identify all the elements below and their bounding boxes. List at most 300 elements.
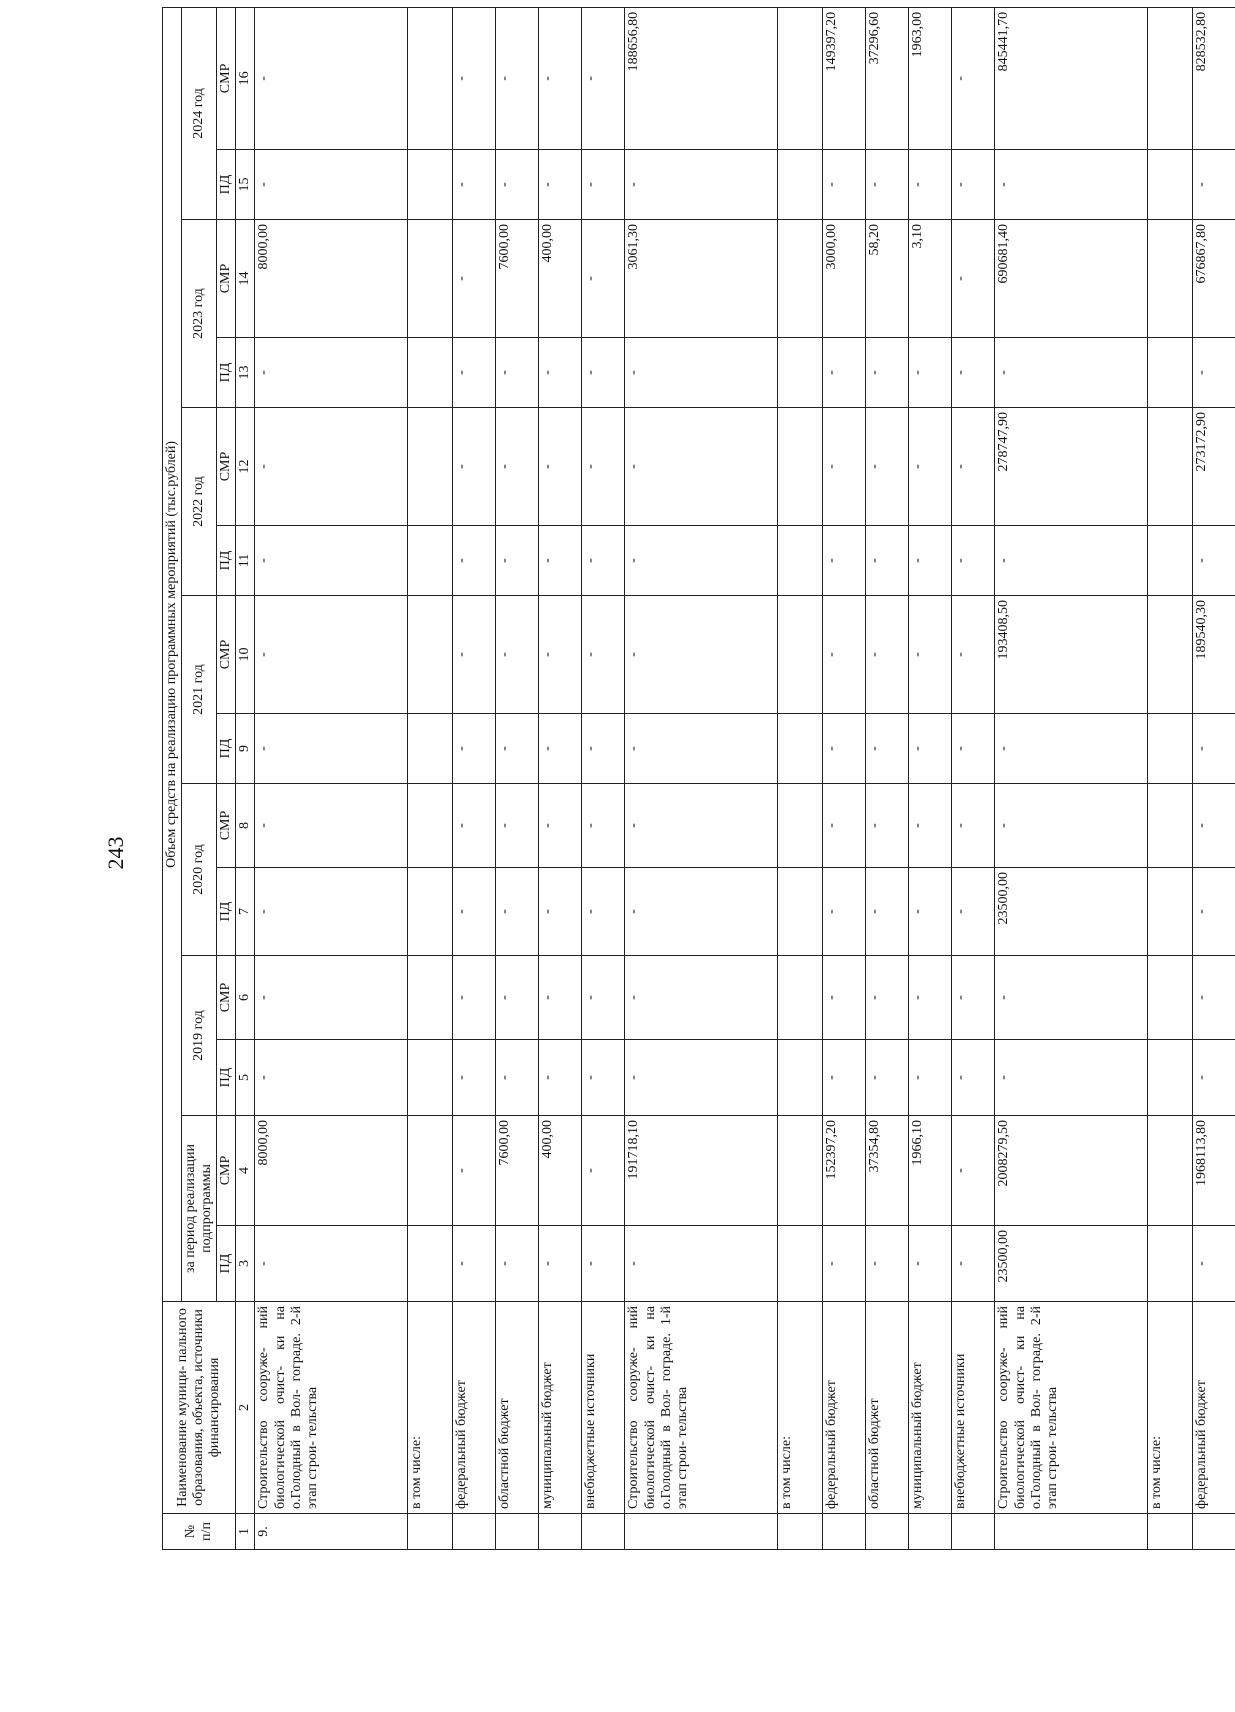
value-cell [408, 220, 453, 338]
value-cell: - [1193, 526, 1235, 596]
value-cell: - [909, 956, 952, 1040]
value-cell: - [496, 150, 539, 220]
value-cell: - [625, 1226, 778, 1302]
column-number: 6 [236, 956, 255, 1040]
value-cell [408, 150, 453, 220]
column-number: 12 [236, 408, 255, 526]
value-cell: - [582, 7, 625, 149]
value-cell [778, 956, 823, 1040]
header-volume: Объем средств на реализацию программных мероприятий (тыс.рублей) [163, 7, 182, 1301]
value-cell: 676867,80 [1193, 220, 1235, 338]
value-cell: 845441,70 [995, 7, 1148, 149]
value-cell [778, 7, 823, 149]
value-cell: - [453, 714, 496, 784]
header-pd: ПД [217, 1040, 236, 1116]
table-row [625, 7, 778, 1549]
value-cell: - [952, 1116, 995, 1226]
value-cell [778, 220, 823, 338]
value-cell [408, 408, 453, 526]
column-number: 11 [236, 526, 255, 596]
header-name: Наименование муници- пального образования, объекта, источники финансирования [163, 1302, 236, 1514]
value-cell: - [995, 956, 1148, 1040]
value-cell: - [952, 1226, 995, 1302]
header-smr: СМР [217, 220, 236, 338]
header-period-2024: 2024 год [182, 7, 217, 219]
value-cell [1148, 1226, 1193, 1302]
value-cell [408, 714, 453, 784]
header-smr: СМР [217, 7, 236, 149]
value-cell: - [496, 1226, 539, 1302]
row-number [952, 1514, 995, 1550]
header-smr: СМР [217, 408, 236, 526]
row-name: Строительство сооруже- ний биологической очист- ки на о.Голодный в Вол- гограде. 1-й этап строи- тельства [625, 1302, 778, 1514]
value-cell: - [823, 784, 866, 868]
value-cell: - [909, 868, 952, 956]
value-cell: - [453, 1040, 496, 1116]
value-cell: - [866, 338, 909, 408]
value-cell: - [453, 956, 496, 1040]
row-number: 9. [255, 1514, 408, 1550]
value-cell [1148, 7, 1193, 149]
row-number [909, 1514, 952, 1550]
value-cell: - [1193, 784, 1235, 868]
header-period-2019: 2019 год [182, 956, 217, 1116]
column-number: 2 [236, 1302, 255, 1514]
value-cell: - [995, 714, 1148, 784]
table-row [539, 7, 582, 1549]
row-name: Строительство сооруже- ний биологической очист- ки на о.Голодный в Вол- гограде. 2-й этап строи- тельства [255, 1302, 408, 1514]
value-cell: - [582, 868, 625, 956]
header-period-2022: 2022 год [182, 408, 217, 596]
column-number: 14 [236, 220, 255, 338]
value-cell: - [823, 338, 866, 408]
value-cell: - [582, 1116, 625, 1226]
value-cell: - [866, 956, 909, 1040]
value-cell: - [496, 338, 539, 408]
value-cell: - [453, 526, 496, 596]
value-cell [778, 784, 823, 868]
header-pd: ПД [217, 526, 236, 596]
value-cell: 1968113,80 [1193, 1116, 1235, 1226]
value-cell: - [496, 784, 539, 868]
value-cell: - [952, 868, 995, 956]
row-number [995, 1514, 1148, 1550]
value-cell: - [255, 1040, 408, 1116]
value-cell: - [539, 784, 582, 868]
value-cell: - [255, 596, 408, 714]
value-cell: 189540,30 [1193, 596, 1235, 714]
value-cell: - [952, 956, 995, 1040]
value-cell [408, 868, 453, 956]
header-period-2021: 2021 год [182, 596, 217, 784]
value-cell: 828532,80 [1193, 7, 1235, 149]
value-cell: - [823, 596, 866, 714]
table-header [163, 7, 255, 1549]
row-name: внебюджетные источники [952, 1302, 995, 1514]
value-cell: - [866, 596, 909, 714]
table-row [408, 7, 453, 1549]
value-cell: - [909, 1226, 952, 1302]
value-cell [1148, 408, 1193, 526]
value-cell: - [496, 956, 539, 1040]
row-name: в том числе: [778, 1302, 823, 1514]
value-cell: - [582, 596, 625, 714]
header-pd: ПД [217, 868, 236, 956]
value-cell [778, 1226, 823, 1302]
value-cell: - [625, 596, 778, 714]
value-cell: - [952, 596, 995, 714]
value-cell [1148, 596, 1193, 714]
value-cell: - [995, 150, 1148, 220]
value-cell [778, 408, 823, 526]
row-number [582, 1514, 625, 1550]
row-name: в том числе: [408, 1302, 453, 1514]
value-cell: - [952, 1040, 995, 1116]
value-cell: - [823, 956, 866, 1040]
value-cell: - [866, 1226, 909, 1302]
table-row [453, 7, 496, 1549]
value-cell: - [255, 408, 408, 526]
value-cell [1148, 526, 1193, 596]
value-cell: 23500,00 [995, 1226, 1148, 1302]
header-num: № п/п [163, 1514, 236, 1550]
value-cell: - [539, 956, 582, 1040]
value-cell: - [539, 526, 582, 596]
value-cell: 23500,00 [995, 868, 1148, 956]
value-cell: 37354,80 [866, 1116, 909, 1226]
value-cell: - [496, 408, 539, 526]
value-cell: 3061,30 [625, 220, 778, 338]
value-cell: - [539, 150, 582, 220]
value-cell: - [539, 596, 582, 714]
value-cell [408, 338, 453, 408]
value-cell: - [909, 714, 952, 784]
table-row [778, 7, 823, 1549]
value-cell: - [625, 956, 778, 1040]
value-cell: - [909, 596, 952, 714]
value-cell: - [1193, 1040, 1235, 1116]
value-cell: - [909, 338, 952, 408]
header-period-2023: 2023 год [182, 220, 217, 408]
value-cell: - [909, 1040, 952, 1116]
value-cell: - [539, 338, 582, 408]
value-cell: - [1193, 868, 1235, 956]
value-cell: - [866, 1040, 909, 1116]
value-cell: - [995, 526, 1148, 596]
value-cell: 191718,10 [625, 1116, 778, 1226]
row-number [1148, 1514, 1193, 1550]
value-cell: - [453, 784, 496, 868]
value-cell: 3000,00 [823, 220, 866, 338]
row-number [539, 1514, 582, 1550]
table-row [952, 7, 995, 1549]
value-cell: - [539, 868, 582, 956]
value-cell: - [539, 714, 582, 784]
value-cell: - [453, 7, 496, 149]
value-cell: - [582, 526, 625, 596]
value-cell: - [909, 150, 952, 220]
column-numbers-row [236, 7, 255, 1549]
value-cell: - [1193, 150, 1235, 220]
value-cell: - [823, 526, 866, 596]
header-smr: СМР [217, 784, 236, 868]
value-cell: 3,10 [909, 220, 952, 338]
row-name: Строительство сооруже- ний биологической очист- ки на о.Голодный в Вол- гограде. 2-й этап строи- тельства [995, 1302, 1148, 1514]
value-cell: 278747,90 [995, 408, 1148, 526]
value-cell: - [1193, 956, 1235, 1040]
value-cell: - [582, 1226, 625, 1302]
value-cell: 193408,50 [995, 596, 1148, 714]
column-number: 8 [236, 784, 255, 868]
row-name: муниципальный бюджет [909, 1302, 952, 1514]
value-cell: - [496, 1040, 539, 1116]
header-smr: СМР [217, 956, 236, 1040]
value-cell: - [823, 408, 866, 526]
value-cell [778, 1040, 823, 1116]
value-cell: - [866, 526, 909, 596]
row-number [823, 1514, 866, 1550]
value-cell: - [582, 714, 625, 784]
value-cell: - [453, 220, 496, 338]
value-cell: - [909, 408, 952, 526]
value-cell: 400,00 [539, 220, 582, 338]
rotated-table-container [162, 0, 1210, 1550]
row-name: областной бюджет [496, 1302, 539, 1514]
value-cell: - [995, 1040, 1148, 1116]
row-number [496, 1514, 539, 1550]
value-cell: - [453, 1116, 496, 1226]
value-cell: 152397,20 [823, 1116, 866, 1226]
table-row [1148, 7, 1193, 1549]
value-cell: - [952, 150, 995, 220]
value-cell: - [952, 714, 995, 784]
table-row [823, 7, 866, 1549]
value-cell: - [866, 408, 909, 526]
value-cell: - [255, 526, 408, 596]
value-cell: 7600,00 [496, 1116, 539, 1226]
value-cell: - [255, 714, 408, 784]
value-cell: 8000,00 [255, 220, 408, 338]
value-cell: - [866, 714, 909, 784]
value-cell: - [625, 1040, 778, 1116]
value-cell: - [952, 7, 995, 149]
header-smr: СМР [217, 1116, 236, 1226]
value-cell [408, 7, 453, 149]
value-cell [778, 596, 823, 714]
value-cell: - [866, 784, 909, 868]
value-cell [408, 1226, 453, 1302]
column-number: 3 [236, 1226, 255, 1302]
value-cell: - [582, 338, 625, 408]
value-cell: 188656,80 [625, 7, 778, 149]
value-cell: - [823, 1040, 866, 1116]
value-cell: - [496, 526, 539, 596]
value-cell [1148, 784, 1193, 868]
value-cell: - [453, 596, 496, 714]
column-number: 1 [236, 1514, 255, 1550]
funding-table [162, 7, 1235, 1550]
value-cell [778, 868, 823, 956]
row-number [408, 1514, 453, 1550]
table-row [995, 7, 1148, 1549]
value-cell: - [539, 1040, 582, 1116]
value-cell: - [539, 7, 582, 149]
value-cell [1148, 956, 1193, 1040]
value-cell: - [866, 868, 909, 956]
value-cell: 273172,90 [1193, 408, 1235, 526]
header-period-2020: 2020 год [182, 784, 217, 956]
value-cell [1148, 868, 1193, 956]
header-smr: СМР [217, 596, 236, 714]
value-cell: - [952, 220, 995, 338]
table-row [582, 7, 625, 1549]
value-cell: - [255, 868, 408, 956]
value-cell: 37296,60 [866, 7, 909, 149]
row-name: внебюджетные источники [582, 1302, 625, 1514]
header-pd: ПД [217, 1226, 236, 1302]
value-cell: 400,00 [539, 1116, 582, 1226]
value-cell: - [255, 956, 408, 1040]
value-cell [408, 1116, 453, 1226]
value-cell [1148, 1116, 1193, 1226]
row-name: муниципальный бюджет [539, 1302, 582, 1514]
value-cell: - [952, 526, 995, 596]
header-pd: ПД [217, 150, 236, 220]
value-cell: - [952, 784, 995, 868]
value-cell [778, 338, 823, 408]
row-number [1193, 1514, 1235, 1550]
value-cell: - [995, 338, 1148, 408]
value-cell: - [866, 150, 909, 220]
value-cell: - [582, 220, 625, 338]
value-cell: 58,20 [866, 220, 909, 338]
value-cell: - [496, 868, 539, 956]
row-number [866, 1514, 909, 1550]
value-cell: - [496, 596, 539, 714]
value-cell: - [255, 7, 408, 149]
value-cell [1148, 150, 1193, 220]
column-number: 16 [236, 7, 255, 149]
header-pd: ПД [217, 338, 236, 408]
value-cell: - [582, 956, 625, 1040]
value-cell: - [582, 784, 625, 868]
value-cell: - [995, 784, 1148, 868]
table-row [866, 7, 909, 1549]
value-cell [408, 956, 453, 1040]
value-cell [778, 526, 823, 596]
table-row [255, 7, 408, 1549]
value-cell: - [625, 150, 778, 220]
value-cell: - [453, 150, 496, 220]
table-row [909, 7, 952, 1549]
value-cell: - [496, 714, 539, 784]
value-cell: - [582, 150, 625, 220]
row-name: в том числе: [1148, 1302, 1193, 1514]
value-cell [408, 1040, 453, 1116]
column-number: 9 [236, 714, 255, 784]
column-number: 13 [236, 338, 255, 408]
column-number: 5 [236, 1040, 255, 1116]
value-cell: - [582, 1040, 625, 1116]
row-number [625, 1514, 778, 1550]
column-number: 4 [236, 1116, 255, 1226]
table-row [1193, 7, 1235, 1549]
value-cell: - [909, 784, 952, 868]
value-cell: - [823, 1226, 866, 1302]
row-number [778, 1514, 823, 1550]
value-cell: - [453, 1226, 496, 1302]
value-cell: 7600,00 [496, 220, 539, 338]
value-cell: - [453, 408, 496, 526]
value-cell [1148, 1040, 1193, 1116]
value-cell [778, 150, 823, 220]
value-cell [778, 714, 823, 784]
value-cell: - [539, 408, 582, 526]
value-cell: - [625, 784, 778, 868]
column-number: 7 [236, 868, 255, 956]
column-number: 15 [236, 150, 255, 220]
value-cell [408, 784, 453, 868]
value-cell: - [582, 408, 625, 526]
value-cell: - [625, 526, 778, 596]
value-cell: - [625, 714, 778, 784]
value-cell: - [255, 784, 408, 868]
value-cell: 690681,40 [995, 220, 1148, 338]
value-cell: - [1193, 1226, 1235, 1302]
value-cell [408, 526, 453, 596]
value-cell [1148, 338, 1193, 408]
page-number: 243 [103, 836, 128, 870]
value-cell [1148, 714, 1193, 784]
value-cell: - [255, 150, 408, 220]
value-cell: - [1193, 338, 1235, 408]
value-cell: - [255, 1226, 408, 1302]
value-cell: 8000,00 [255, 1116, 408, 1226]
row-name: федеральный бюджет [453, 1302, 496, 1514]
row-name: областной бюджет [866, 1302, 909, 1514]
value-cell: - [453, 338, 496, 408]
value-cell: - [625, 338, 778, 408]
value-cell: 149397,20 [823, 7, 866, 149]
value-cell: 1966,10 [909, 1116, 952, 1226]
value-cell: - [1193, 714, 1235, 784]
table-body [255, 7, 1235, 1549]
value-cell: - [625, 408, 778, 526]
row-name: федеральный бюджет [1193, 1302, 1235, 1514]
value-cell: - [823, 150, 866, 220]
value-cell: - [823, 714, 866, 784]
value-cell [778, 1116, 823, 1226]
value-cell [1148, 220, 1193, 338]
column-number: 10 [236, 596, 255, 714]
row-number [453, 1514, 496, 1550]
value-cell: - [625, 868, 778, 956]
value-cell: - [496, 7, 539, 149]
value-cell: - [255, 338, 408, 408]
value-cell: - [952, 408, 995, 526]
value-cell: 1963,00 [909, 7, 952, 149]
row-name: федеральный бюджет [823, 1302, 866, 1514]
value-cell: - [909, 526, 952, 596]
value-cell [408, 596, 453, 714]
value-cell: - [823, 868, 866, 956]
header-pd: ПД [217, 714, 236, 784]
value-cell: - [539, 1226, 582, 1302]
value-cell: - [952, 338, 995, 408]
header-period-total: за период реализации подпрограммы [182, 1116, 217, 1302]
value-cell: 2008279,50 [995, 1116, 1148, 1226]
table-row [496, 7, 539, 1549]
